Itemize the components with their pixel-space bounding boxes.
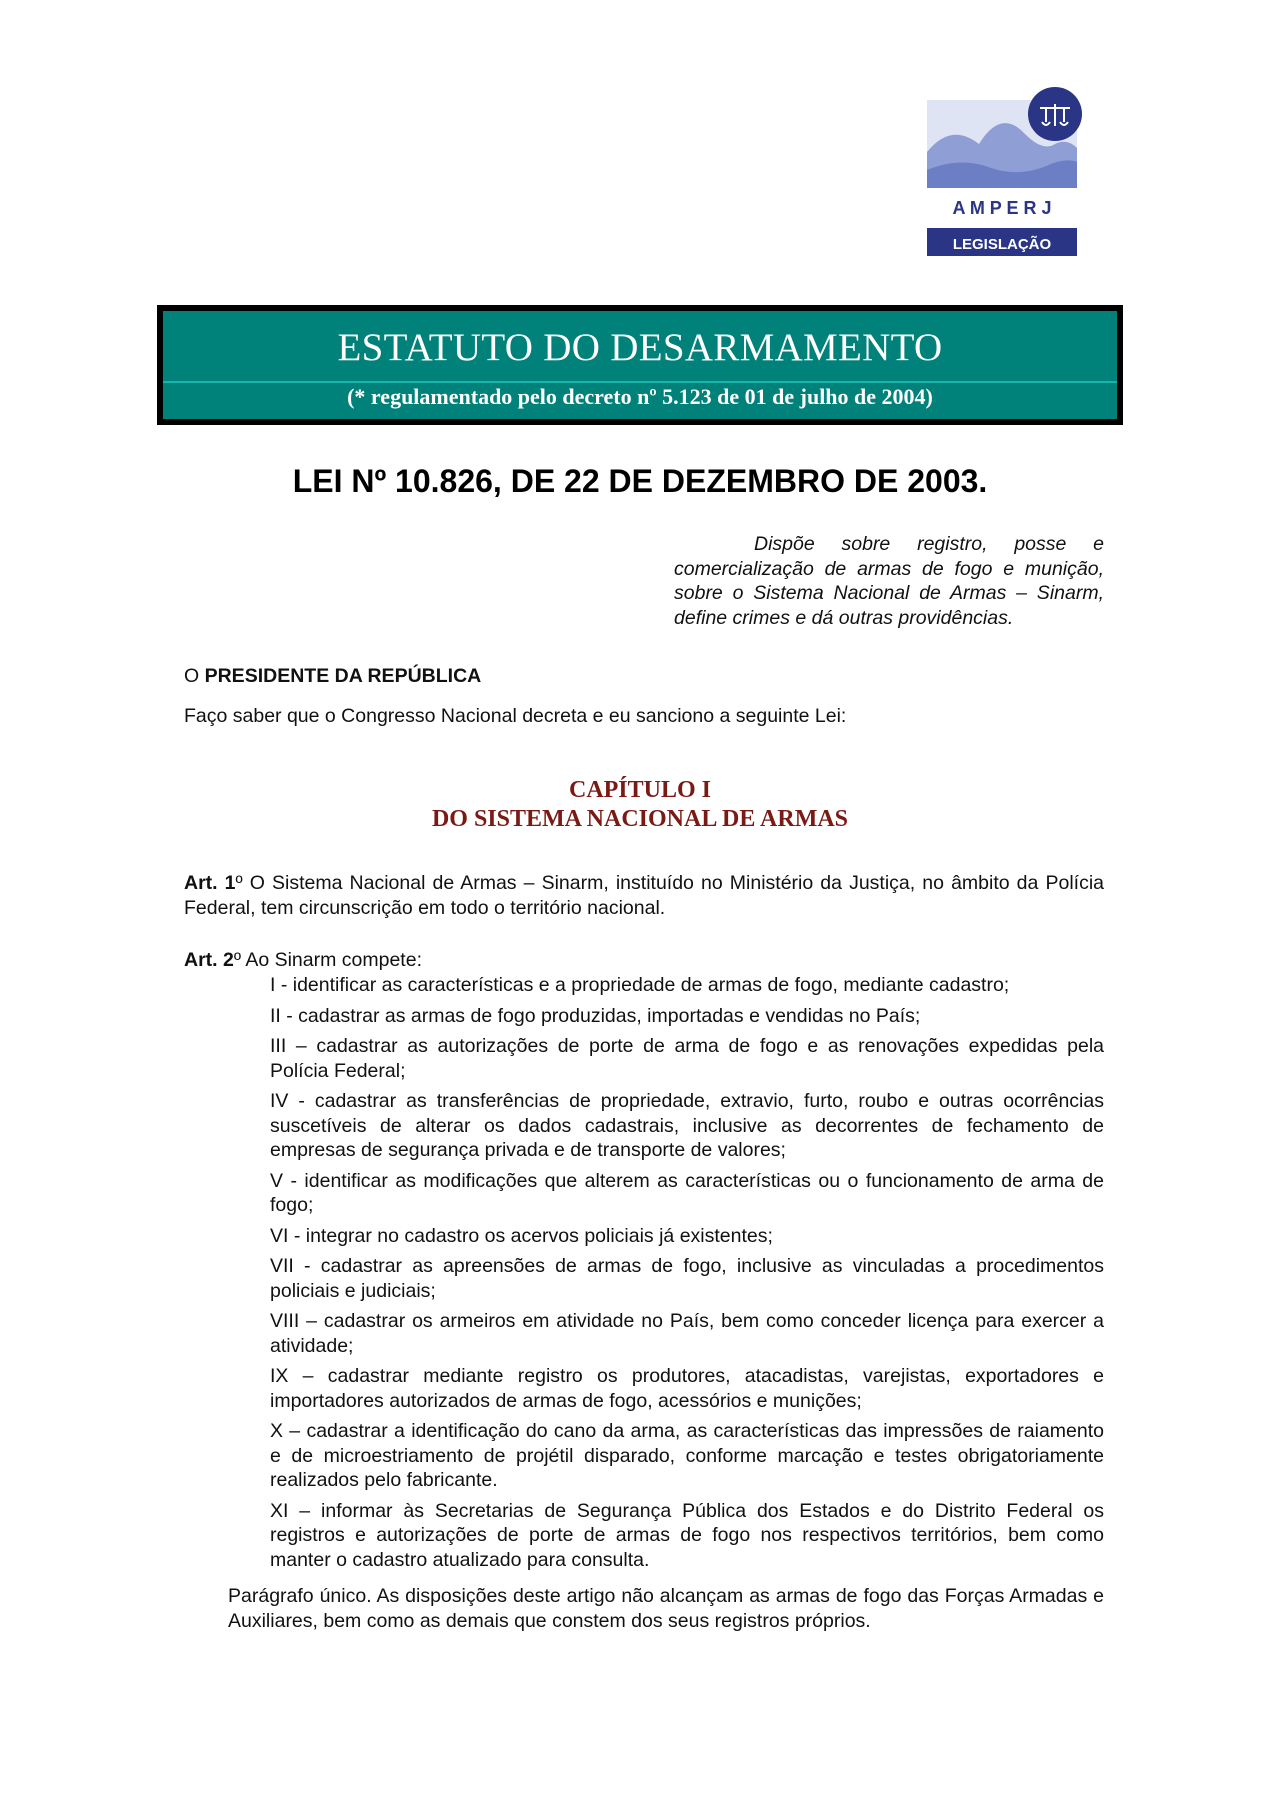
list-item: VIII – cadastrar os armeiros em atividade no País, bem como conceder licença para exercer a atividade;	[270, 1310, 1104, 1357]
law-title: LEI Nº 10.826, DE 22 DE DEZEMBRO DE 2003.	[292, 463, 988, 499]
list-item: III – cadastrar as autorizações de porte de arma de fogo e as renovações expedidas pela Polícia Federal;	[270, 1035, 1104, 1082]
article-1-label: Art. 1	[184, 872, 236, 894]
article-2-text: Ao Sinarm compete:	[240, 949, 422, 971]
president-prefix: O	[184, 665, 200, 687]
article-1-text: O Sistema Nacional de Armas – Sinarm, instituído no Ministério da Justiça, no âmbito da Polícia Federal, tem circunscrição em todo o território nacional.	[184, 872, 1104, 919]
ementa: Dispõe sobre registro, posse e comercialização de armas de fogo e munição, sobre o Sistema Nacional de Armas – Sinarm, define crimes e dá outras providências.	[674, 533, 1104, 629]
list-item: IV - cadastrar as transferências de propriedade, extravio, furto, roubo e outras ocorrências suscetíveis de alterar os dados cadastrais, inclusive as decorrentes de fechamento de empresas de segurança privada e de transporte de valores;	[270, 1090, 1104, 1161]
article-2-items	[270, 973, 1104, 1572]
list-item: IX – cadastrar mediante registro os produtores, atacadistas, varejistas, exportadores e importadores autorizados de armas de fogo, acessórios e munições;	[270, 1365, 1104, 1412]
list-item: V - identificar as modificações que alterem as características ou o funcionamento de arma de fogo;	[270, 1169, 1104, 1216]
article-1-ordinal: º	[235, 872, 243, 894]
enactment-clause: Faço saber que o Congresso Nacional decreta e eu sanciono a seguinte Lei:	[184, 705, 847, 727]
paragrafo-unico: Parágrafo único. As disposições deste artigo não alcançam as armas de fogo das Forças Armadas e Auxiliares, bem como as demais que constem dos seus registros próprios.	[228, 1585, 1104, 1632]
list-item: I - identificar as características e a propriedade de armas de fogo, mediante cadastro;	[270, 974, 1010, 996]
list-item: X – cadastrar a identificação do cano da arma, as características das impressões de raiamento e de microestriamento de projétil disparado, conforme marcação e testes obrigatoriamente realizados pelo fabricante.	[270, 1420, 1104, 1491]
list-item: XI – informar às Secretarias de Segurança Pública dos Estados e do Distrito Federal os registros e autorizações de porte de armas de fogo nos respectivos territórios, bem como manter o cadastro atualizado para consulta.	[270, 1499, 1104, 1571]
logo-section-text: LEGISLAÇÃO	[952, 236, 1052, 253]
article-2-label: Art. 2	[184, 949, 234, 971]
president-title: PRESIDENTE DA REPÚBLICA	[204, 665, 482, 687]
chapter-name: DO SISTEMA NACIONAL DE ARMAS	[431, 806, 849, 832]
article-1	[184, 871, 1104, 920]
banner-subtitle: (* regulamentado pelo decreto nº 5.123 de 01 de julho de 2004)	[347, 384, 933, 409]
logo-org-text: A M P E R J	[952, 198, 1052, 218]
title-banner	[157, 305, 1123, 425]
list-item: VI - integrar no cadastro os acervos policiais já existentes;	[270, 1224, 773, 1247]
chapter-number: CAPÍTULO I	[568, 777, 712, 803]
list-item: VII - cadastrar as apreensões de armas de fogo, inclusive as vinculadas a procedimentos policiais e judiciais;	[270, 1255, 1104, 1302]
amperj-logo	[921, 82, 1091, 258]
article-2	[184, 948, 1104, 973]
president-line	[184, 664, 1104, 689]
article-2-ordinal: º	[233, 949, 241, 971]
banner-title: ESTATUTO DO DESARMAMENTO	[337, 326, 943, 369]
list-item: II - cadastrar as armas de fogo produzidas, importadas e vendidas no País;	[270, 1004, 921, 1027]
